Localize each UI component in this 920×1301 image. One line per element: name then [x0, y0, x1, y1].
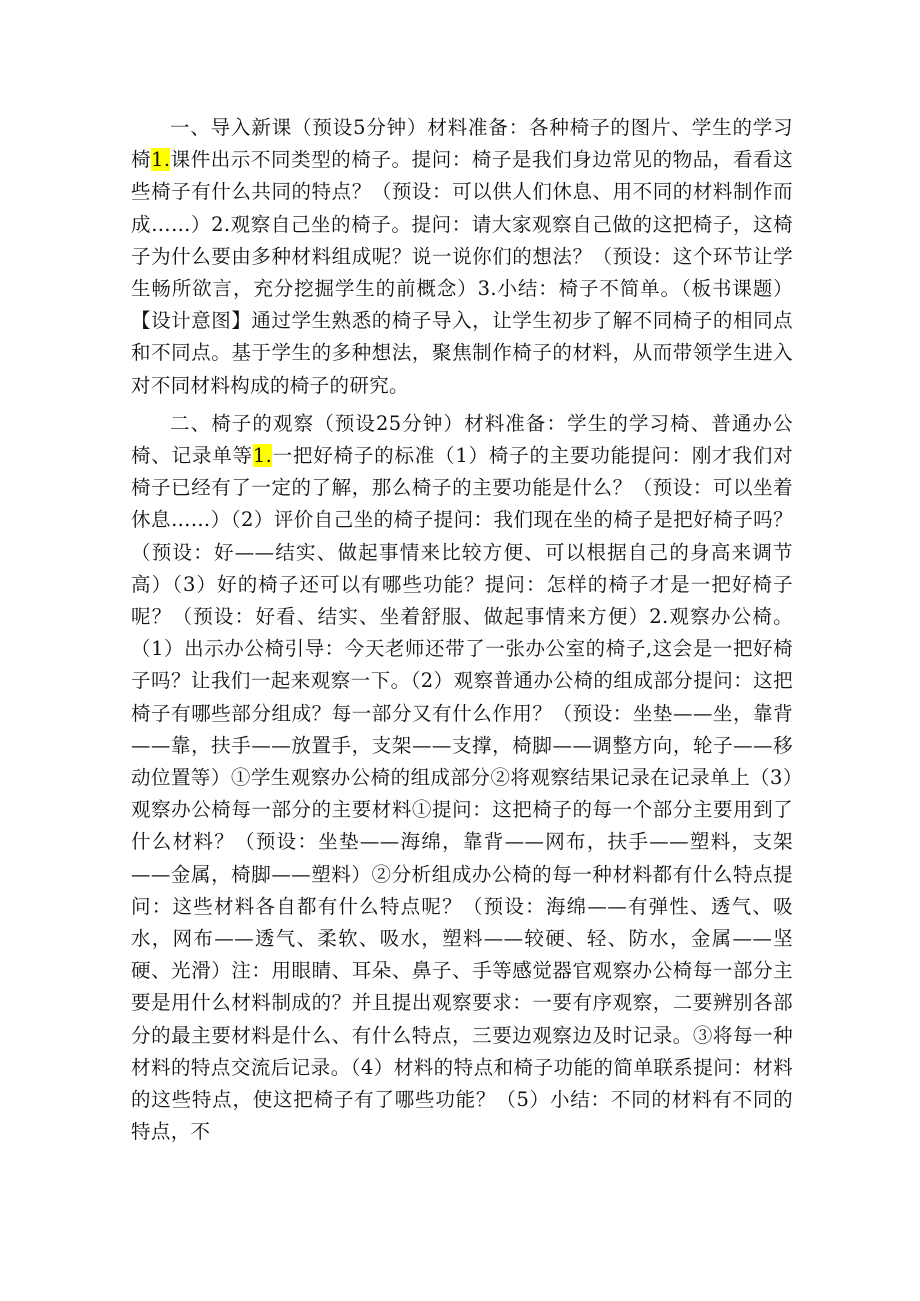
- document-body: [131, 112, 793, 1149]
- paragraph-text: 课件出示不同类型的椅子。提问：椅子是我们身边常见的物品，看看这些椅子有什么共同的特点？（预设：可以供人们休息、用不同的材料制作而成……）2.观察自己坐的椅子。提问：请大家观察自己做的这把椅子，这椅子为什么要由多种材料组成呢？说一说你们的想法？（预设：这个环节让学生畅所欲言，充分挖掘学生的前概念）3.小结：椅子不简单。（板书课题）【设计意图】通过学生熟悉的椅子导入，让学生初步了解不同椅子的相同点和不同点。基于学生的多种想法，聚焦制作椅子的材料，从而带领学生进入对不同材料构成的椅子的研究。: [131, 148, 793, 397]
- paragraph-lesson-intro: [131, 112, 793, 402]
- highlighted-number: 1.: [252, 444, 273, 468]
- paragraph-text: 一把好椅子的标准（1）椅子的主要功能提问：刚才我们对椅子已经有了一定的了解，那么椅子的主要功能是什么？（预设：可以坐着休息……）（2）评价自己坐的椅子提问：我们现在坐的椅子是把好椅子吗？（预设：好——结实、做起事情来比较方便、可以根据自己的身高来调节高）（3）好的椅子还可以有哪些功能？提问：怎样的椅子才是一把好椅子呢？（预设：好看、结实、坐着舒服、做起事情来方便）2.观察办公椅。（1）出示办公椅引导：今天老师还带了一张办公室的椅子,这会是一把好椅子吗？让我们一起来观察一下。（2）观察普通办公椅的组成部分提问：这把椅子有哪些部分组成？每一部分又有什么作用？（预设：坐垫——坐，靠背——靠，扶手——放置手，支架——支撑，椅脚——调整方向，轮子——移动位置等）①学生观察办公椅的组成部分②将观察结果记录在记录单上（3）观察办公椅每一部分的主要材料①提问：这把椅子的每一个部分主要用到了什么材料？（预设：坐垫——海绵，靠背——网布，扶手——塑料，支架——金属，椅脚——塑料）②分析组成办公椅的每一种材料都有什么特点提问：这些材料各自都有什么特点呢？（预设：海绵——有弹性、透气、吸水，网布——透气、柔软、吸水，塑料——较硬、轻、防水，金属——坚硬、光滑）注：用眼睛、耳朵、鼻子、手等感觉器官观察办公椅每一部分主要是用什么材料制成的？并且提出观察要求：一要有序观察，二要辨别各部分的最主要材料是什么、有什么特点，三要边观察边及时记录。③将每一种材料的特点交流后记录。（4）材料的特点和椅子功能的简单联系提问：材料的这些特点，使这把椅子有了哪些功能？（5）小结：不同的材料有不同的特点，不: [131, 444, 793, 1144]
- paragraph-text: 二、椅子的观察（预设25分钟）材料准备：学生的学习椅、普通办公椅、记录单等: [131, 411, 793, 468]
- highlighted-number: 1.: [151, 148, 171, 172]
- paragraph-text: 一、导入新课（预设5分钟）材料准备：各种椅子的图片、学生的学习椅: [131, 116, 793, 172]
- paragraph-chair-observation: [131, 408, 793, 1149]
